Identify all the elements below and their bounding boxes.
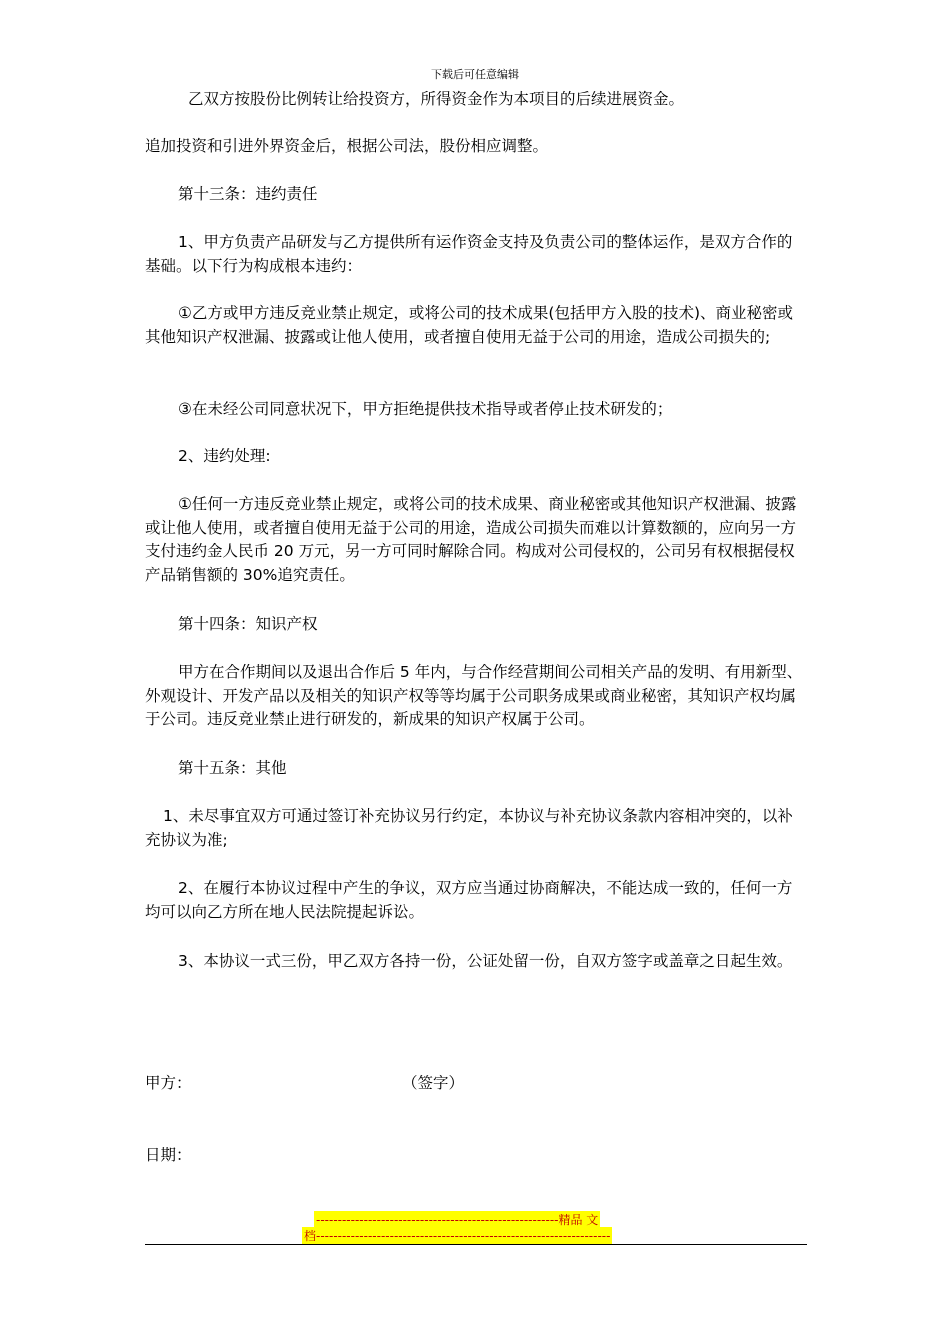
paragraph-additional-investment: 追加投资和引进外界资金后，根据公司法，股份相应调整。	[145, 137, 549, 155]
party-a-label: 甲方：	[145, 1074, 192, 1092]
paragraph-breach-item-1: ①乙方或甲方违反竞业禁止规定，或将公司的技术成果(包括甲方入股的技术)、商业秘密或其他知识产权泄漏、披露或让他人使用，或者擅自使用无益于公司的用途，造成公司损失的;	[145, 304, 793, 346]
footer-watermark-line-2: 档--------------------------------------------------------------------	[304, 1229, 611, 1243]
paragraph-breach-basis: 1、甲方负责产品研发与乙方提供所有运作资金支持及负责公司的整体运作，是双方合作的基础。以下行为构成根本违约：	[145, 233, 793, 275]
paragraph-dispute-resolution: 2、在履行本协议过程中产生的争议，双方应当通过协商解决，不能达成一致的，任何一方均可以向乙方所在地人民法院提起诉讼。	[145, 879, 793, 921]
paragraph-intellectual-property: 甲方在合作期间以及退出合作后 5 年内，与合作经营期间公司相关产品的发明、有用新型、外观设计、开发产品以及相关的知识产权等等均属于公司职务成果或商业秘密，其知识产权均属于公司。违反竞业禁止进行研发的，新成果的知识产权属于公司。	[145, 663, 803, 728]
paragraph-breach-item-3: ③在未经公司同意状况下，甲方拒绝提供技术指导或者停止技术研发的；	[178, 400, 673, 418]
header-note: 下载后可任意编辑	[431, 68, 519, 81]
paragraph-supplementary-agreement: 1、未尽事宜双方可通过签订补充协议另行约定，本协议与补充协议条款内容相冲突的，以补充协议为准;	[145, 807, 793, 849]
paragraph-penalty: ①任何一方违反竞业禁止规定，或将公司的技术成果、商业秘密或其他知识产权泄漏、披露或让他人使用，或者擅自使用无益于公司的用途，造成公司损失而难以计算数额的，应向另一方支付违约金人民币 20 万元，另一方可同时解除合同。构成对公司侵权的，公司另有权根据侵权产品销售额的 30%追究责任。	[145, 495, 797, 584]
article-13-heading: 第十三条：违约责任	[178, 185, 318, 203]
footer-divider	[145, 1244, 807, 1245]
footer-watermark-line-1: --------------------------------------------------------精品 文	[316, 1213, 599, 1227]
signature-note: （签字）	[402, 1074, 465, 1092]
article-14-heading: 第十四条：知识产权	[178, 615, 318, 633]
date-label: 日期：	[145, 1146, 192, 1164]
article-15-heading: 第十五条：其他	[178, 759, 287, 777]
paragraph-transfer-shares: 乙双方按股份比例转让给投资方，所得资金作为本项目的后续进展资金。	[188, 90, 685, 108]
paragraph-copies-effect: 3、本协议一式三份，甲乙双方各持一份，公证处留一份，自双方签字或盖章之日起生效。	[178, 952, 793, 970]
paragraph-breach-handling: 2、违约处理:	[178, 447, 271, 465]
